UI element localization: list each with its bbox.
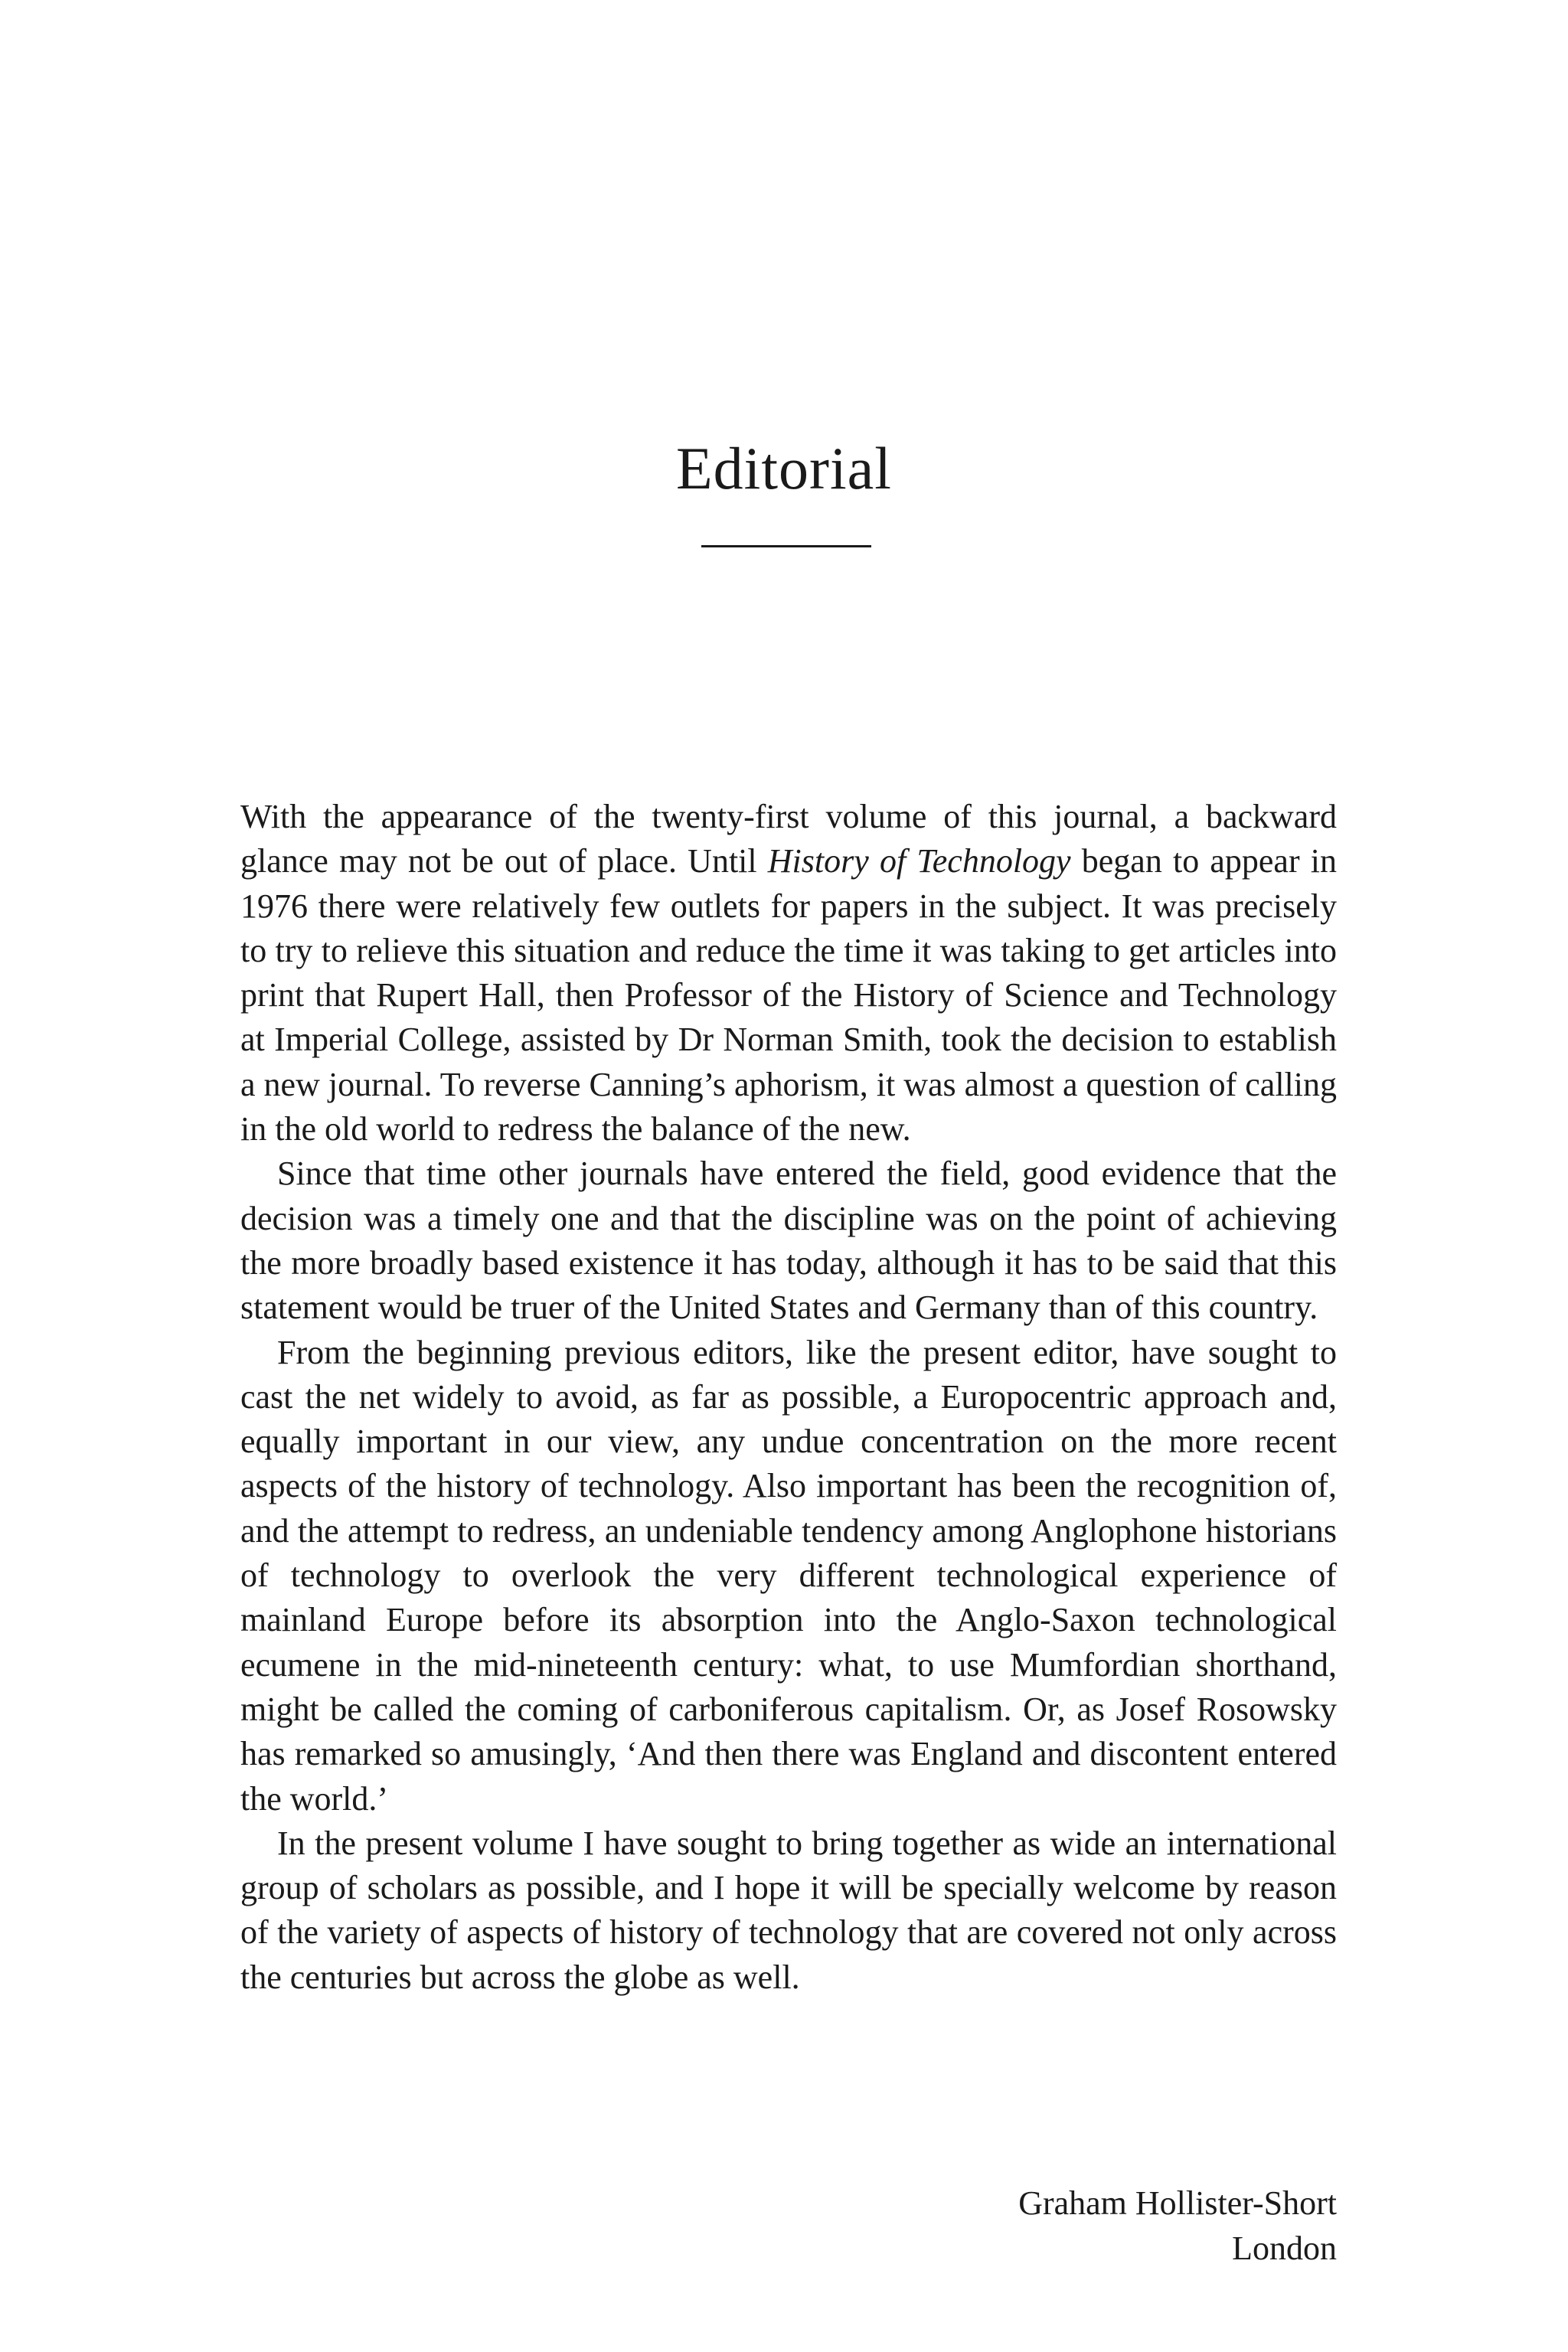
title-rule xyxy=(701,545,871,547)
signature-block xyxy=(877,2180,1337,2271)
author-name: Graham Hollister-Short xyxy=(1018,2184,1337,2222)
page-title: Editorial xyxy=(676,435,892,501)
paragraph-3: From the beginning previous editors, like the present editor, have sought to cast the net widely to avoid, as far as possible, a Europocentric approach and, equally important in our view, any undue concentration on the more recent aspects of the history of technology. Also important has been the recognition of, and the attempt to redress, an undeniable tendency among Anglophone historians of technology to overlook the very different technological experience of mainland Europe before its absorption into the Anglo-Saxon technological ecumene in the mid-nineteenth century: what, to use Mumfordian shorthand, might be called the coming of carboniferous capitalism. Or, as Josef Rosowsky has remarked so amusingly, ‘And then there was England and discontent entered the world.’ xyxy=(240,1333,1337,1818)
paragraph-1-text-start: With the appearance of the twenty-first volume of this journal, a backward glance may not be out of place. Until xyxy=(240,798,1337,880)
journal-title-italic: History of Technology xyxy=(767,842,1071,880)
editorial-body xyxy=(240,795,1337,2000)
paragraph-1 xyxy=(240,795,1337,1152)
paragraph-1-text-end: began to appear in 1976 there were relatively few outlets for papers in the subject. It was precisely to try to relieve this situation and reduce the time it was taking to get articles into print that Rupert Hall, then Professor of the History of Science and Technology at Imperial College, assisted by Dr Norman Smith, took the decision to establish a new journal. To reverse Canning’s aphorism, it was almost a question of calling in the old world to redress the balance of the new. xyxy=(240,842,1338,1148)
paragraph-2: Since that time other journals have entered the field, good evidence that the decision was a timely one and that the discipline was on the point of achieving the more broadly based existence it has today, although it has to be said that this statement would be truer of the United States and Germany than of this country. xyxy=(240,1155,1337,1327)
paragraph-4: In the present volume I have sought to bring together as wide an international group of scholars as possible, and I hope it will be specially welcome by reason of the variety of aspects of history of technology that are covered not only across the centuries but across the globe as well. xyxy=(240,1824,1337,1996)
author-location: London xyxy=(1232,2230,1337,2267)
